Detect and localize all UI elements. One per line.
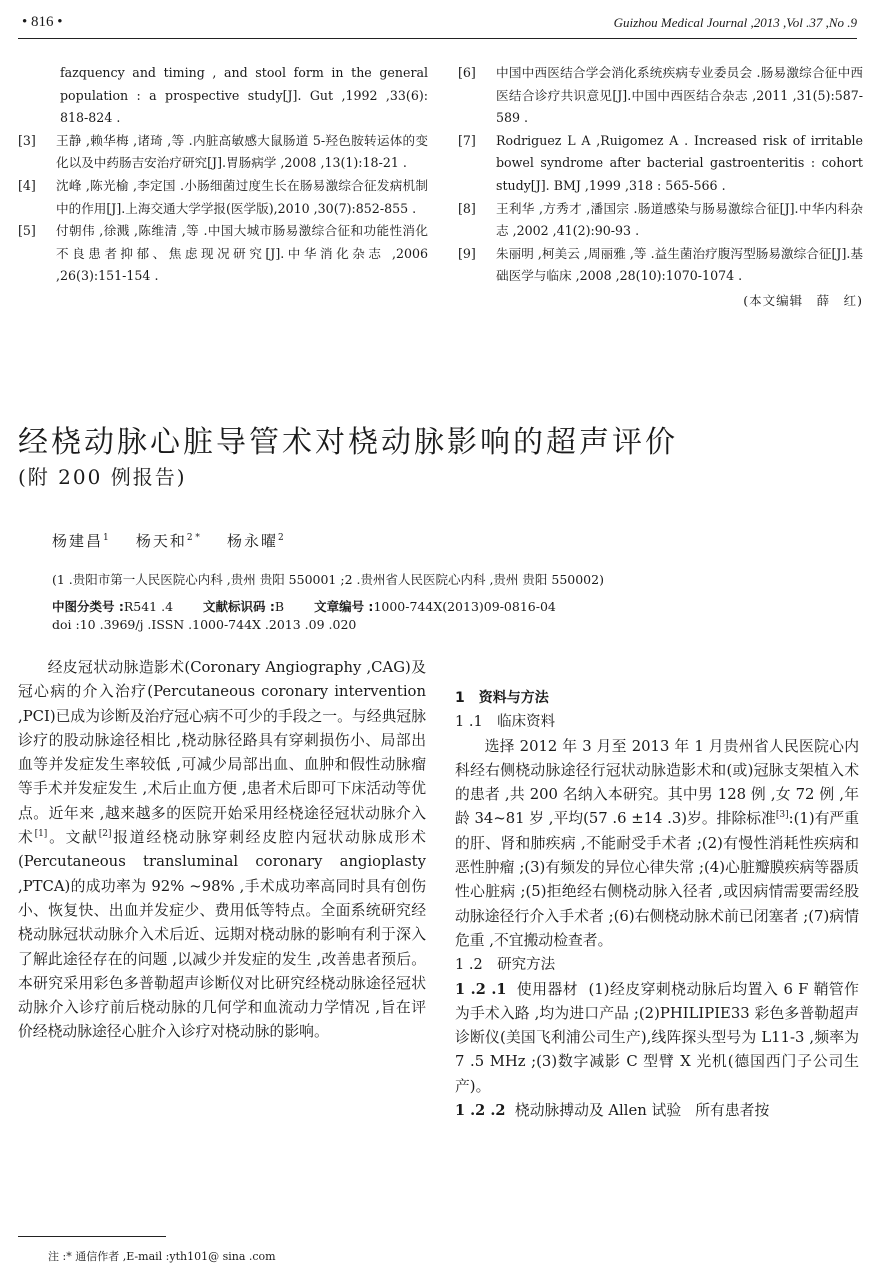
reference-item — [18, 130, 428, 175]
doc-code-value: B — [274, 599, 285, 614]
reference-number: [8] — [458, 200, 476, 216]
doc-code-label: 文献标识码 : — [203, 599, 275, 614]
classification-line — [52, 597, 556, 615]
paragraph-text: 。文献 — [47, 829, 99, 847]
article-title: 经桡动脉心脏导管术对桡动脉影响的超声评价 — [18, 425, 678, 460]
reference-number: [4] — [18, 177, 36, 193]
body-column-right — [455, 686, 859, 1123]
reference-text: 王利华 ,方秀才 ,潘国宗 .肠道感染与肠易激综合征[J].中华内科杂志 ,2002 ,41(2):90-93 . — [496, 200, 863, 239]
reference-item — [18, 220, 428, 288]
subsubsection-number: 1 .2 .2 — [455, 1102, 506, 1120]
reference-item — [458, 198, 863, 243]
reference-text: 朱丽明 ,柯美云 ,周丽雅 ,等 .益生菌治疗腹泻型肠易激综合征[J].基础医学与临床 ,2008 ,28(10):1070-1074 . — [496, 245, 863, 284]
allen-test-paragraph — [455, 1099, 859, 1123]
citation-mark: [1] — [34, 829, 48, 840]
article-number-label: 文章编号 : — [314, 599, 374, 614]
reference-text: fazquency and timing , and stool form in the general population : a prospective study[J]. Gut ,1992 ,33(6): 818-824 . — [60, 65, 428, 126]
paragraph-text: :(1)有严重的肝、肾和肺疾病 ,不能耐受手术者 ;(2)有慢性消耗性疾病和恶性肿瘤 ;(3)有频发的异位心律失常 ;(4)心脏瓣膜疾病等器质性心脏病 ;(5)拒绝经右侧桡动脉入径者 ,或因病情需要需经股动脉途径行介入手术者 ;(6)右侧桡动脉术前已闭塞者 ;(7)病情危重 ,不宜搬动检查者。 — [455, 810, 859, 949]
section-heading: 1 资料与方法 — [455, 690, 549, 706]
reference-list-left — [18, 62, 428, 288]
reference-number: [3] — [18, 132, 36, 148]
reference-text: 王静 ,赖华梅 ,诸琦 ,等 .内脏高敏感大鼠肠道 5-羟色胺转运体的变化以及中药肠吉安治疗研究[J].胃肠病学 ,2008 ,13(1):18-21 . — [56, 132, 428, 171]
reference-number: [5] — [18, 223, 36, 239]
author-affil-mark: 2 — [278, 533, 284, 543]
journal-running-head: Guizhou Medical Journal ,2013 ,Vol .37 ,No .9 — [613, 15, 857, 30]
methods-paragraph — [455, 735, 859, 954]
reference-text: 中国中西医结合学会消化系统疾病专业委员会 .肠易激综合征中西医结合诊疗共识意见[J].中国中西医结合杂志 ,2011 ,31(5):587-589 . — [496, 65, 863, 126]
subsubsection-number: 1 .2 .1 — [455, 980, 507, 998]
author-name: 杨天和 — [135, 532, 187, 550]
clc-value: R541 .4 — [123, 599, 174, 614]
intro-paragraph — [18, 656, 426, 1045]
reference-item — [458, 243, 863, 288]
subsection-heading: 1 .2 研究方法 — [455, 957, 556, 974]
reference-item — [18, 175, 428, 220]
reference-item — [458, 130, 863, 198]
citation-mark: [2] — [98, 829, 112, 840]
reference-text: 付朝伟 ,徐溅 ,陈维清 ,等 .中国大城市肠易激综合征和功能性消化不良患者抑郁、焦虑现况研究[J].中华消化杂志 ,2006 ,26(3):151-154 . — [56, 223, 428, 284]
reference-item — [458, 62, 863, 130]
citation-mark: [3] — [775, 810, 789, 821]
equipment-paragraph — [455, 978, 859, 1099]
paragraph-text: (1)经皮穿刺桡动脉后均置入 6 F 鞘管作为手术入路 ,均为进口产品 ;(2)PHILIPIE33 彩色多普勒超声诊断仪(美国飞利浦公司生产),线阵探头型号为 L11-3 ,频率为 7 .5 MHz ;(3)数字减影 C 型臂 X 光机(德国西门子公司生产)。 — [455, 980, 859, 1095]
body-column-left — [18, 656, 426, 1045]
author-name: 杨永曜 — [227, 532, 279, 550]
paragraph-text: 选择 2012 年 3 月至 2013 年 1 月贵州省人民医院心内科经右侧桡动脉途径行冠状动脉造影术和(或)冠脉支架植入术的患者 ,共 200 名纳入本研究。其中男 128 例 ,女 72 例 ,年龄 34~81 岁 ,平均(57 .6 ±14 .3)岁。排除标准 — [455, 737, 859, 828]
corresponding-author-footnote: 注 :* 通信作者 ,E-mail :yth101@ sina .com — [48, 1250, 276, 1263]
reference-text: Rodriguez L A ,Ruigomez A . Increased risk of irritable bowel syndrome after bacterial gastroenteritis : cohort study[J]. BMJ ,1999 ,318 : 565-566 . — [496, 132, 863, 193]
article-number-value: 1000-744X(2013)09-0816-04 — [373, 599, 556, 614]
footnote-rule — [18, 1236, 166, 1237]
article-subtitle: (附 200 例报告) — [18, 465, 187, 489]
page-number: • 816 • — [22, 14, 63, 30]
reference-list-right — [458, 62, 863, 313]
paragraph-text: 经皮冠状动脉造影术(Coronary Angiography ,CAG)及冠心病的介入治疗(Percutaneous coronary intervention ,PCI)已成为诊断及治疗冠心病不可少的手段之一。与经典冠脉诊疗的股动脉途径相比 ,桡动脉径路具有穿刺损伤小、局部出血等并发症发生率较低 ,可减少局部出血、血肿和假性动脉瘤等手术并发症发生 ,术后止血方便 ,患者术后即可下床活动等优点。近年来 ,越来越多的医院开始采用经桡途径冠状动脉介入术 — [18, 659, 426, 847]
reference-item — [18, 62, 428, 130]
reference-text: 沈峰 ,陈光榆 ,李定国 .小肠细菌过度生长在肠易激综合征发病机制中的作用[J].上海交通大学学报(医学版),2010 ,30(7):852-855 . — [56, 177, 428, 216]
reference-number: [9] — [458, 245, 476, 261]
subsubsection-title: 桡动脉搏动及 Allen 试验 — [514, 1102, 682, 1120]
editor-note: (本文编辑 薛 红) — [743, 292, 863, 308]
reference-number: [7] — [458, 132, 476, 148]
subsubsection-title: 使用器材 — [516, 980, 579, 998]
reference-number: [6] — [458, 65, 476, 80]
doi: doi :10 .3969/j .ISSN .1000-744X .2013 .09 .020 — [52, 617, 357, 632]
paragraph-text: 所有患者按 — [695, 1102, 770, 1120]
author-line — [52, 530, 284, 551]
author-name: 杨建昌 — [52, 532, 104, 550]
author-affil-mark: 2 * — [186, 533, 200, 543]
paragraph-text: 报道经桡动脉穿刺经皮腔内冠状动脉成形术(Percutaneous transluminal coronary angioplasty ,PTCA)的成功率为 92% ~98% ,手术成功率高同时具有创伤小、恢复快、出血并发症少、费用低等特点。全面系统研究经桡动脉冠状动脉介入术后近、远期对桡动脉的影响有利于深入了解此途径存在的问题 ,以减少并发症的发生 ,改善患者预后。本研究采用彩色多普勒超声诊断仪对比研究经桡动脉途径冠状动脉介入诊疗前后桡动脉的几何学和血流动力学情况 ,旨在评价经桡动脉途径心脏介入诊疗对桡动脉的影响。 — [18, 829, 426, 1041]
author-affiliation: (1 .贵阳市第一人民医院心内科 ,贵州 贵阳 550001 ;2 .贵州省人民医院心内科 ,贵州 贵阳 550002) — [52, 572, 604, 587]
author-affil-mark: 1 — [103, 533, 109, 543]
subsection-heading: 1 .1 临床资料 — [455, 714, 556, 731]
clc-label: 中图分类号 : — [52, 599, 124, 614]
header-rule — [18, 38, 857, 39]
